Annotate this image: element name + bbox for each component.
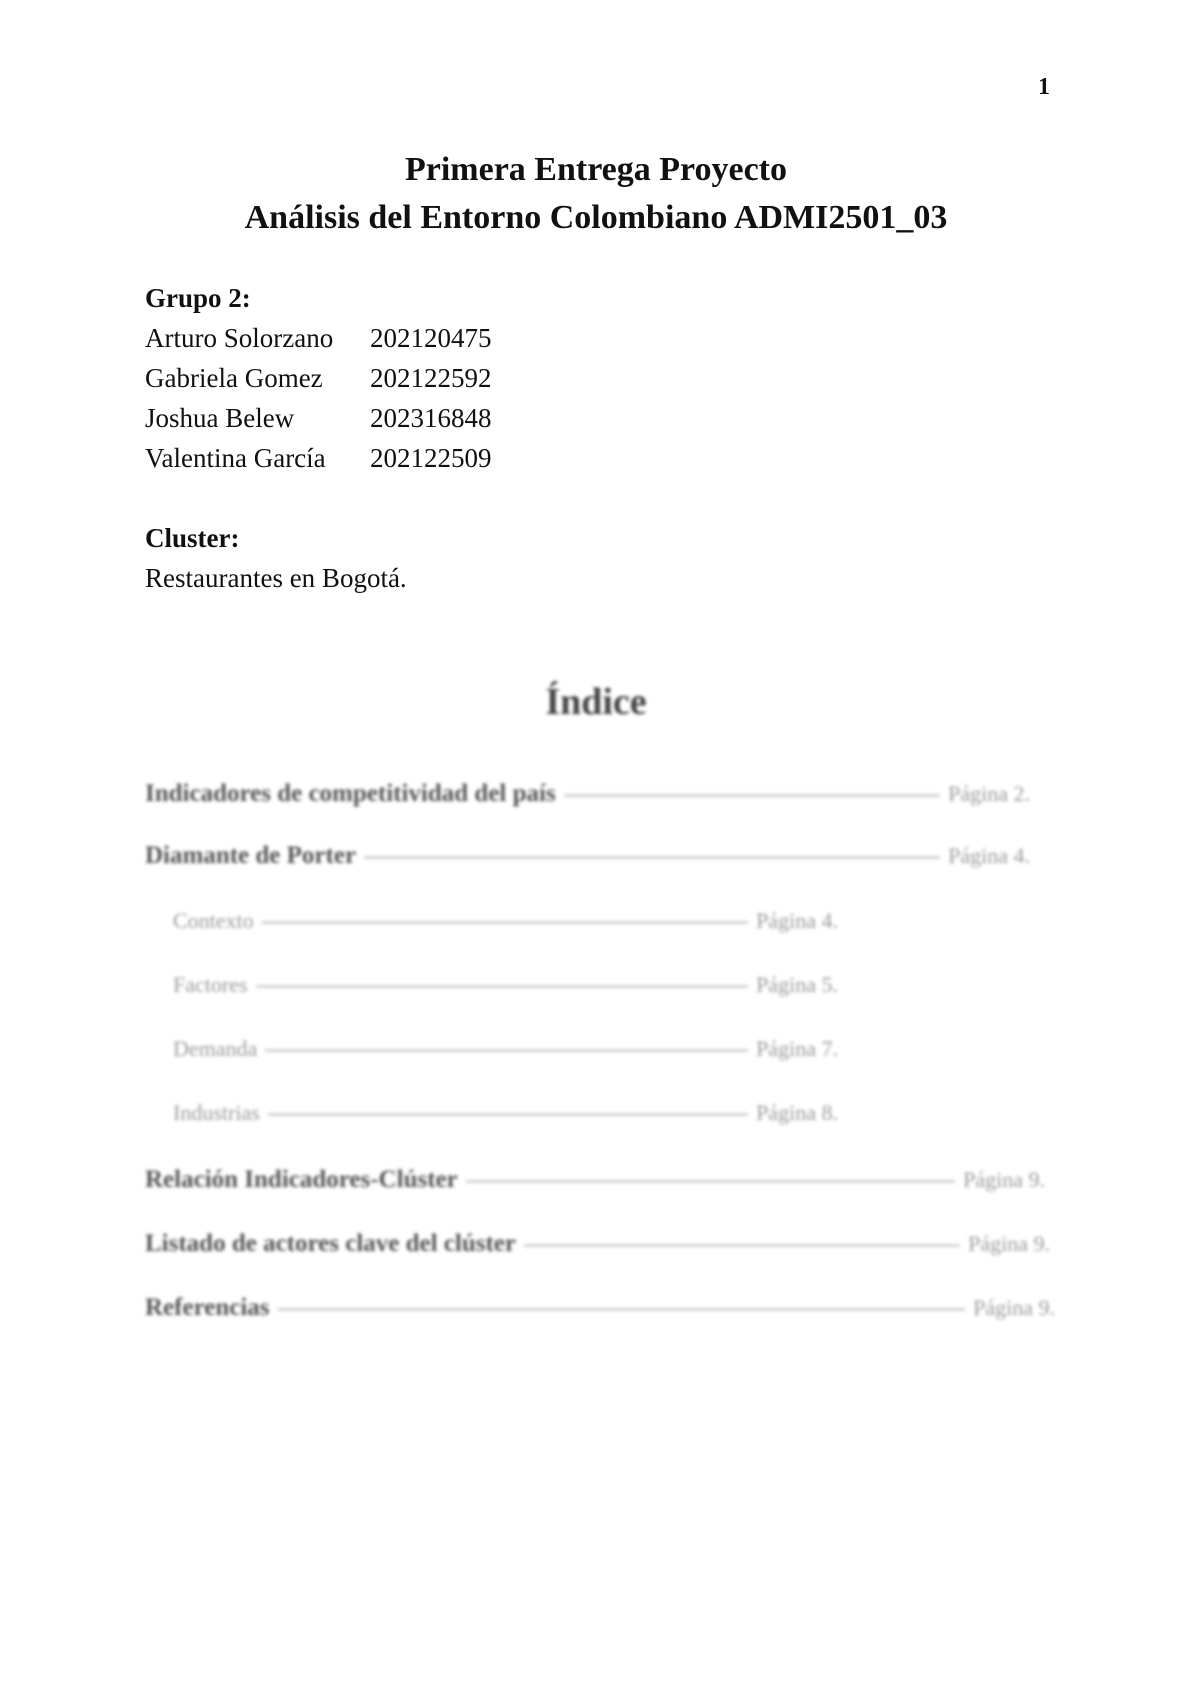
member-row: [145, 398, 492, 438]
member-name: Arturo Solorzano: [145, 323, 334, 353]
toc-leader-dots: [364, 856, 940, 859]
toc-leader-dots: [265, 1049, 748, 1052]
member-row: [145, 438, 492, 478]
toc-entry: [145, 1166, 1045, 1194]
page-number: 1: [1038, 74, 1050, 100]
cluster-value: Restaurantes en Bogotá.: [145, 563, 407, 593]
toc-entry-page: Página 9.: [963, 1167, 1045, 1192]
toc-entry-page: Página 7.: [756, 1036, 838, 1061]
toc-entry: [145, 842, 1030, 870]
toc-entry: [173, 1036, 838, 1062]
toc-leader-dots: [466, 1180, 955, 1183]
toc-leader-dots: [262, 921, 748, 924]
member-name: Valentina García: [145, 443, 326, 473]
toc-entry: [145, 1294, 1055, 1322]
title-line-1: Primera Entrega Proyecto: [404, 151, 788, 188]
toc-entry: [173, 908, 838, 934]
document-title: [0, 146, 1192, 242]
toc-leader-dots: [268, 1113, 748, 1116]
toc-entry-page: Página 9.: [973, 1295, 1055, 1320]
member-name: Gabriela Gomez: [145, 363, 323, 393]
member-name: Joshua Belew: [145, 403, 295, 433]
toc-entry: [145, 1230, 1050, 1258]
toc-entry-page: Página 4.: [948, 843, 1030, 868]
toc-entry-page: Página 2.: [948, 781, 1030, 806]
toc-entry-label: Indicadores de competitividad del país: [145, 780, 556, 807]
title-line-2: Análisis del Entorno Colombiano ADMI2501_03: [244, 199, 948, 236]
toc-leader-dots: [256, 985, 749, 988]
toc-entry: [173, 1100, 838, 1126]
toc-entry-label: Demanda: [173, 1036, 258, 1061]
toc-entry-label: Listado de actores clave del clúster: [145, 1230, 516, 1257]
toc-leader-dots: [278, 1308, 966, 1311]
toc-entry-label: Relación Indicadores-Clúster: [145, 1166, 458, 1193]
toc-entry-page: Página 5.: [756, 972, 838, 997]
group-section: [145, 278, 492, 478]
toc-entry-label: Diamante de Porter: [145, 842, 357, 869]
toc-entry-label: Contexto: [173, 908, 254, 933]
toc-entry-page: Página 8.: [756, 1100, 838, 1125]
member-row: [145, 358, 492, 398]
cluster-heading: Cluster:: [145, 523, 240, 553]
toc-entry-label: Factores: [173, 972, 248, 997]
toc-title: Índice: [545, 681, 647, 723]
toc-leader-dots: [564, 794, 940, 797]
toc-entry-label: Industrias: [173, 1100, 260, 1125]
member-id: 202316848: [370, 403, 492, 433]
toc-leader-dots: [524, 1244, 960, 1247]
member-id: 202120475: [370, 323, 492, 353]
member-id: 202122592: [370, 363, 492, 393]
toc-entry-label: Referencias: [145, 1294, 270, 1321]
toc-entry-page: Página 9.: [968, 1231, 1050, 1256]
toc-entry: [173, 972, 838, 998]
member-row: [145, 318, 492, 358]
group-heading: Grupo 2:: [145, 283, 251, 313]
cluster-section: [145, 518, 407, 598]
toc-entry-page: Página 4.: [756, 908, 838, 933]
toc-entry: [145, 780, 1030, 808]
member-id: 202122509: [370, 443, 492, 473]
